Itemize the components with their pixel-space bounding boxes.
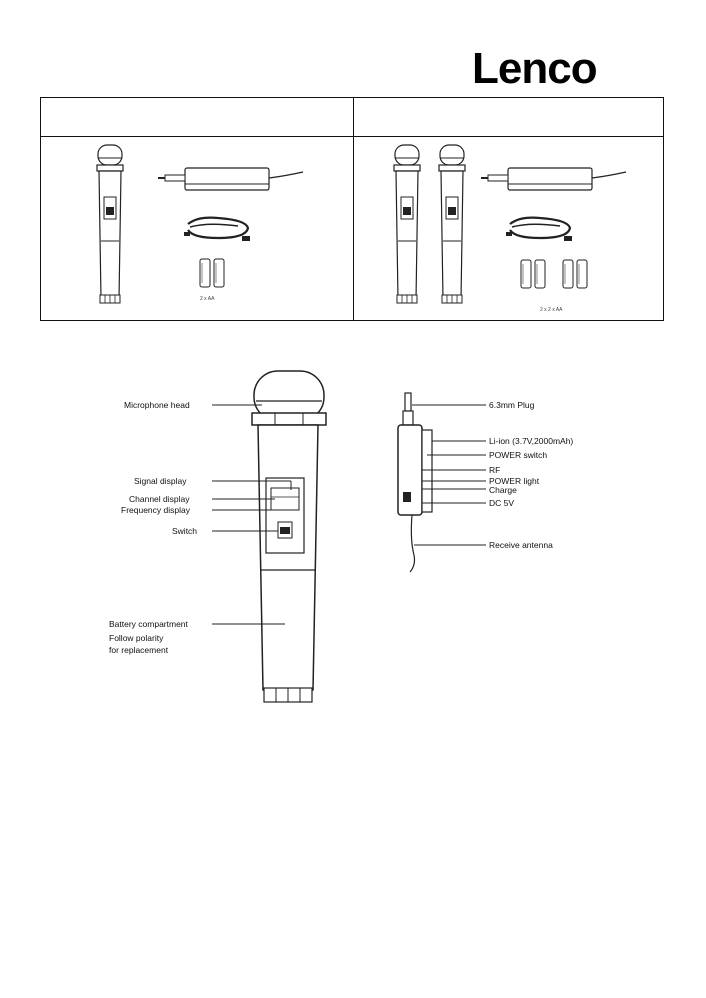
label-li-ion: Li-ion (3.7V,2000mAh) — [489, 436, 574, 446]
cable-illustration — [506, 218, 572, 241]
label-battery-compartment: Battery compartment — [109, 619, 188, 629]
battery-illustration — [214, 259, 224, 287]
label-power-switch: POWER switch — [489, 450, 548, 460]
microphone-illustration — [97, 145, 123, 303]
battery-illustration — [521, 260, 531, 288]
label-channel-display: Channel display — [129, 494, 190, 504]
label-dc-5v: DC 5V — [489, 498, 515, 508]
brand-logo: Lenco — [472, 44, 597, 93]
battery-illustration — [200, 259, 210, 287]
battery-illustration — [563, 260, 573, 288]
battery-illustration — [535, 260, 545, 288]
label-microphone-head: Microphone head — [124, 400, 190, 410]
battery-note-single: 2 x AA — [200, 296, 215, 302]
label-signal-display: Signal display — [134, 476, 187, 486]
large-microphone-diagram — [252, 371, 326, 702]
label-follow-polarity: Follow polarity — [109, 633, 164, 643]
label-power-light: POWER light — [489, 476, 540, 486]
label-charge: Charge — [489, 485, 517, 495]
battery-illustration — [577, 260, 587, 288]
microphone-illustration — [394, 145, 420, 303]
battery-note-double: 2 x 2 x AA — [540, 307, 563, 313]
cable-illustration — [184, 218, 250, 241]
label-for-replacement: for replacement — [109, 645, 169, 655]
receiver-illustration — [481, 168, 626, 190]
receiver-illustration — [158, 168, 303, 190]
label-switch: Switch — [172, 526, 198, 536]
label-plug: 6.3mm Plug — [489, 400, 535, 410]
microphone-illustration — [439, 145, 465, 303]
label-rf: RF — [489, 465, 501, 475]
label-receive-antenna: Receive antenna — [489, 540, 553, 550]
label-frequency-display: Frequency display — [121, 505, 190, 515]
